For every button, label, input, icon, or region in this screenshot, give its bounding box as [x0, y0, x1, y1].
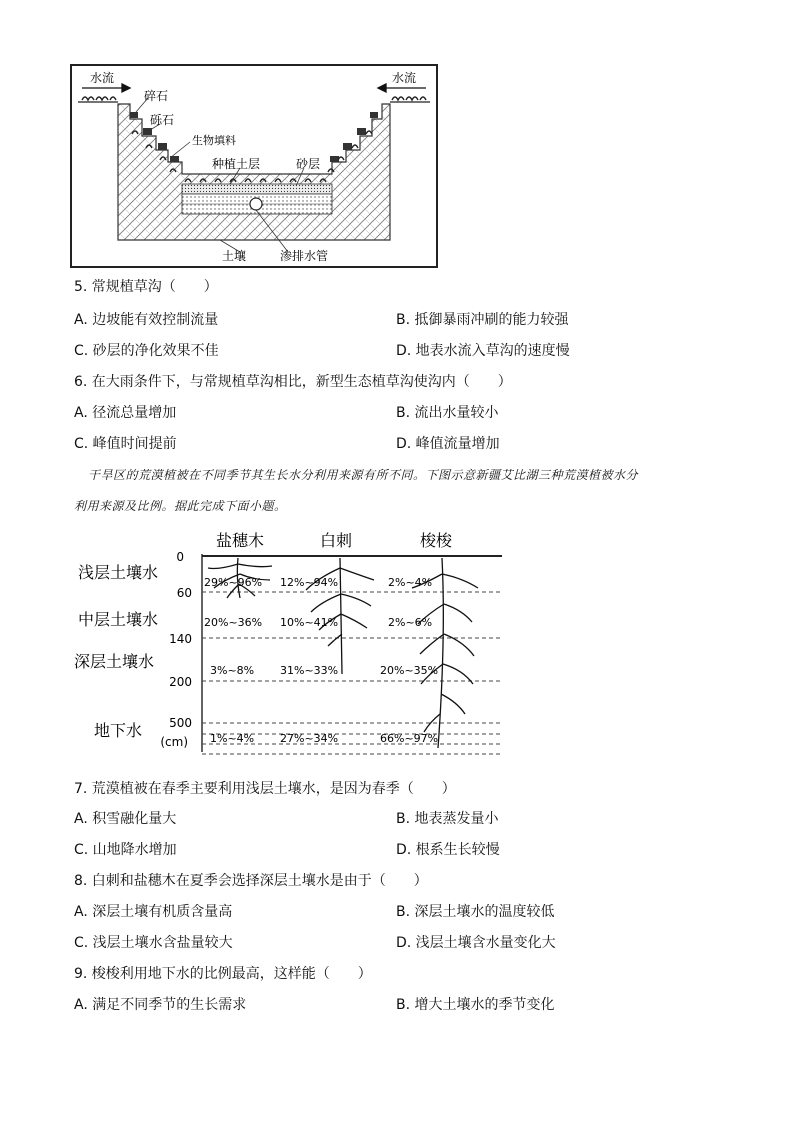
range-suosuo-middle: 2%~6% — [388, 616, 433, 629]
tick-500: 500 — [169, 716, 192, 730]
range-yansuimu-middle: 20%~36% — [204, 616, 263, 629]
plant-name-suosuo: 梭梭 — [420, 531, 453, 550]
tick-60: 60 — [176, 586, 192, 600]
q6-option-d[interactable]: D. 峰值流量增加 — [396, 436, 500, 452]
question-5-stem: 5. 常规植草沟（ ） — [74, 279, 218, 295]
label-plant-soil: 种植土层 — [212, 157, 261, 171]
range-baici-deep: 31%~33% — [280, 664, 339, 677]
question-7-stem: 7. 荒漠植被在春季主要利用浅层土壤水，是因为春季（ ） — [74, 781, 456, 797]
range-yansuimu-ground: 1%~4% — [210, 732, 255, 745]
passage-line-1: 干旱区的荒漠植被在不同季节其生长水分利用来源有所不同。下图示意新疆艾比湖三种荒漠植被水分 — [88, 468, 639, 482]
range-yansuimu-shallow: 29%~96% — [204, 576, 263, 589]
layer-middle: 中层土壤水 — [78, 610, 159, 629]
q6-option-a[interactable]: A. 径流总量增加 — [74, 405, 177, 421]
plant-soil-layer — [182, 184, 332, 194]
range-yansuimu-deep: 3%~8% — [210, 664, 255, 677]
q5-option-d[interactable]: D. 地表水流入草沟的速度慢 — [396, 343, 570, 359]
q6-option-c[interactable]: C. 峰值时间提前 — [74, 436, 177, 452]
label-flow-left: 水流 — [90, 71, 115, 85]
q9-option-a[interactable]: A. 满足不同季节的生长需求 — [74, 997, 247, 1013]
drain-pipe-icon — [250, 198, 262, 210]
plant-name-baici: 白刺 — [320, 531, 353, 550]
q8-option-c[interactable]: C. 浅层土壤水含盐量较大 — [74, 935, 233, 951]
label-flow-right: 水流 — [392, 71, 417, 85]
tick-200: 200 — [169, 675, 192, 689]
q7-option-c[interactable]: C. 山地降水增加 — [74, 842, 177, 858]
layer-deep: 深层土壤水 — [74, 652, 155, 671]
q7-option-d[interactable]: D. 根系生长较慢 — [396, 842, 500, 858]
q8-option-a[interactable]: A. 深层土壤有机质含量高 — [74, 904, 233, 920]
label-bio-filler: 生物填料 — [192, 134, 236, 147]
q7-option-b[interactable]: B. 地表蒸发量小 — [396, 811, 499, 827]
range-suosuo-ground: 66%~97% — [380, 732, 439, 745]
range-baici-shallow: 12%~94% — [280, 576, 339, 589]
q8-option-d[interactable]: D. 浅层土壤含水量变化大 — [396, 935, 556, 951]
tick-140: 140 — [169, 632, 192, 646]
question-6-stem: 6. 在大雨条件下，与常规植草沟相比，新型生态植草沟使沟内（ ） — [74, 374, 512, 390]
plant-name-yansuimu: 盐穗木 — [216, 531, 265, 550]
label-drain-pipe: 渗排水管 — [280, 249, 329, 263]
range-suosuo-shallow: 2%~4% — [388, 576, 433, 589]
q5-option-a[interactable]: A. 边坡能有效控制流量 — [74, 312, 219, 328]
q6-option-b[interactable]: B. 流出水量较小 — [396, 405, 499, 421]
range-baici-ground: 27%~34% — [280, 732, 339, 745]
question-8-stem: 8. 白刺和盐穗木在夏季会选择深层土壤水是由于（ ） — [74, 873, 428, 889]
q5-option-c[interactable]: C. 砂层的净化效果不佳 — [74, 343, 219, 359]
label-gravel: 碎石 — [144, 89, 169, 103]
depth-unit: (cm) — [160, 735, 188, 749]
water-source-diagram — [74, 524, 514, 760]
range-suosuo-deep: 20%~35% — [380, 664, 439, 677]
layer-shallow: 浅层土壤水 — [78, 563, 159, 582]
label-sand: 砂层 — [296, 157, 321, 171]
q9-option-b[interactable]: B. 增大土壤水的季节变化 — [396, 997, 555, 1013]
layer-groundwater: 地下水 — [94, 721, 143, 740]
passage-line-2: 利用来源及比例。据此完成下面小题。 — [74, 499, 287, 513]
question-9-stem: 9. 梭梭利用地下水的比例最高，这样能（ ） — [74, 966, 372, 982]
q5-option-b[interactable]: B. 抵御暴雨冲刷的能力较强 — [396, 312, 569, 328]
tick-0: 0 — [176, 550, 184, 564]
label-pebble: 砾石 — [150, 113, 175, 127]
swale-diagram — [70, 64, 438, 268]
label-soil: 土壤 — [222, 249, 247, 263]
q7-option-a[interactable]: A. 积雪融化量大 — [74, 811, 177, 827]
q8-option-b[interactable]: B. 深层土壤水的温度较低 — [396, 904, 555, 920]
range-baici-middle: 10%~41% — [280, 616, 339, 629]
